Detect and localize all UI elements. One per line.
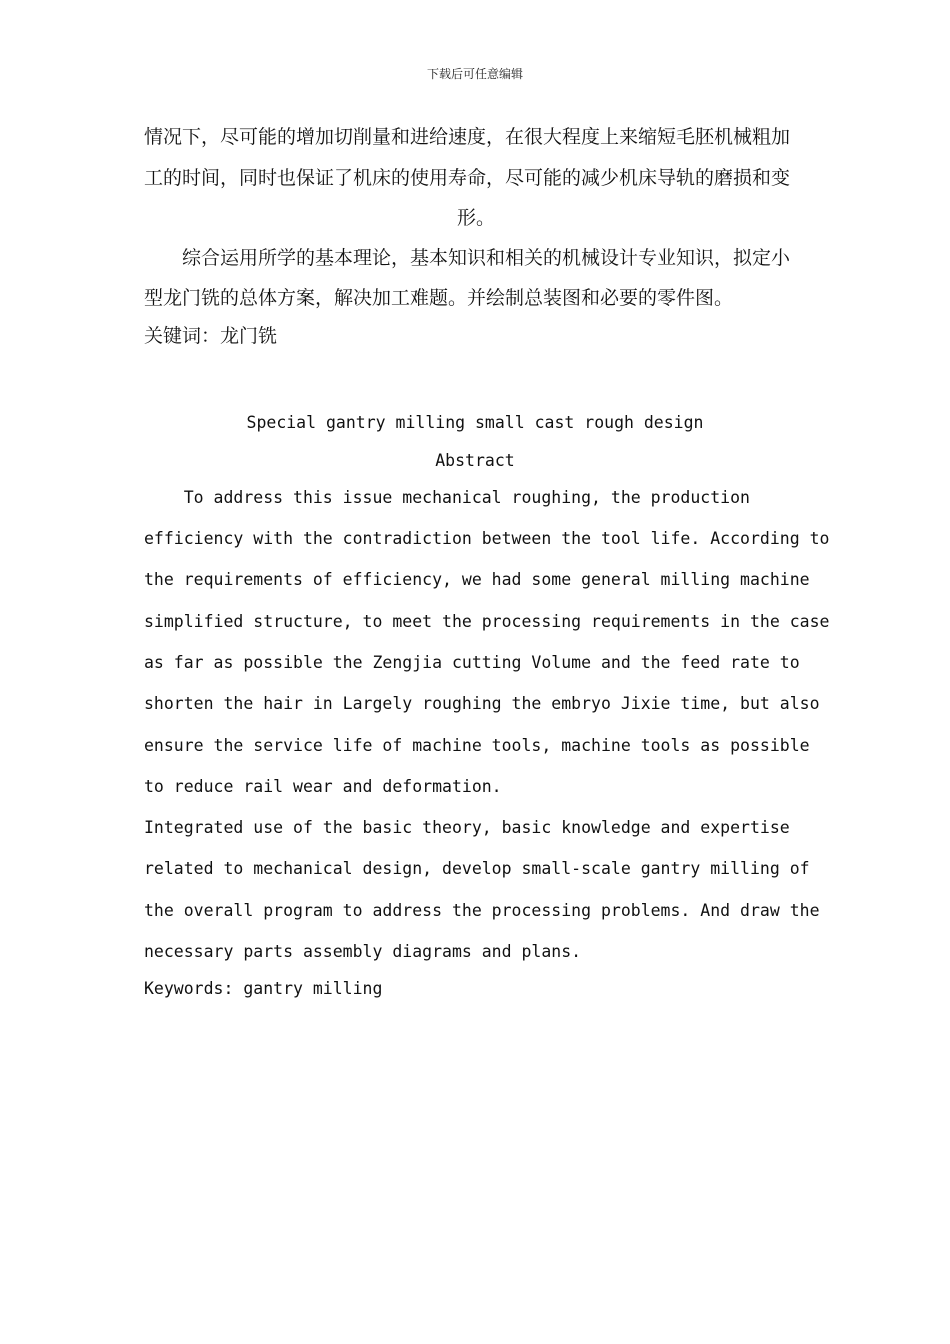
english-para1-line-5: as far as possible the Zengjia cutting Volume and the feed rate to: [144, 653, 800, 672]
chinese-keywords: 关键词：龙门铣: [144, 325, 278, 347]
english-keywords: Keywords: gantry milling: [144, 979, 383, 998]
english-para1-line-1: To address this issue mechanical roughing, the production: [144, 488, 750, 507]
chinese-para2-line-1: 综合运用所学的基本理论，基本知识和相关的机械设计专业知识，拟定小: [144, 247, 791, 269]
english-para1-line-3: the requirements of efficiency, we had some general milling machine: [144, 570, 810, 589]
chinese-para1-line-1: 情况下，尽可能的增加切削量和进给速度，在很大程度上来缩短毛胚机械粗加: [144, 126, 791, 148]
english-para1-line-8: to reduce rail wear and deformation.: [144, 777, 502, 796]
english-para1-line-7: ensure the service life of machine tools, machine tools as possible: [144, 736, 810, 755]
abstract-heading: Abstract: [435, 451, 515, 470]
chinese-para1-line-3: 形。: [456, 207, 495, 229]
english-para1-line-4: simplified structure, to meet the processing requirements in the case: [144, 612, 830, 631]
page-header: 下载后可任意编辑: [426, 67, 523, 81]
chinese-para2-line-2: 型龙门铣的总体方案，解决加工难题。并绘制总装图和必要的零件图。: [144, 287, 734, 309]
english-para1-line-2: efficiency with the contradiction between the tool life. According to: [144, 529, 830, 548]
english-para2-line-2: related to mechanical design, develop small-scale gantry milling of: [144, 859, 810, 878]
english-para1-line-6: shorten the hair in Largely roughing the embryo Jixie time, but also: [144, 694, 820, 713]
english-para2-line-1: Integrated use of the basic theory, basic knowledge and expertise: [144, 818, 790, 837]
chinese-para1-line-2: 工的时间，同时也保证了机床的使用寿命，尽可能的减少机床导轨的磨损和变: [144, 167, 791, 189]
english-para2-line-3: the overall program to address the processing problems. And draw the: [144, 901, 820, 920]
english-para2-line-4: necessary parts assembly diagrams and plans.: [144, 942, 582, 961]
english-title: Special gantry milling small cast rough design: [246, 413, 704, 432]
